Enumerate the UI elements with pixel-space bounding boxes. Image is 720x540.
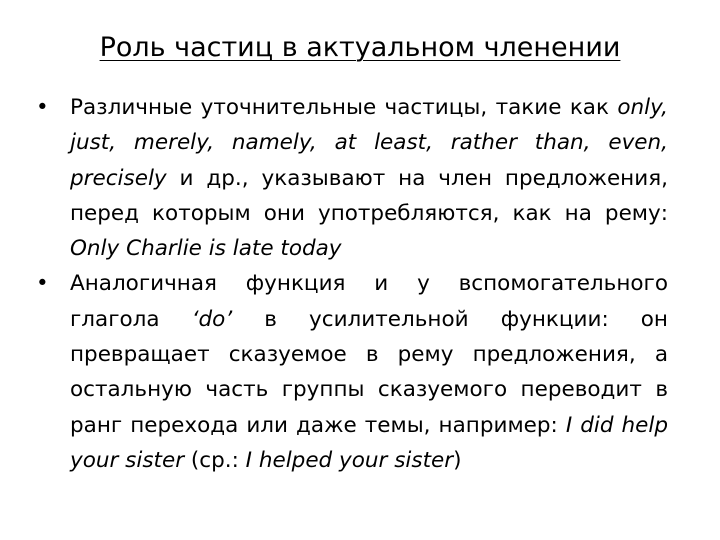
bullet-marker: • [36,95,49,120]
bullet-text-segment: (ср.: [184,447,246,473]
bullet-text-segment: Различные уточнительные частицы, такие как [70,95,618,120]
slide-title: Роль частиц в актуальном членении [99,32,621,63]
bullet-example-italic: I helped your sister [245,447,454,473]
bullet-item-particles [36,90,668,266]
bullet-item-auxiliary-do [36,266,668,478]
bullet-text-segment: Аналогичная функция и у вспомогательного глагола [70,271,668,332]
bullet-marker: • [36,271,49,297]
bullet-text-segment-italic: only, just, merely, namely, at least, rather than, even, precisely [70,95,668,191]
bullet-text-segment-italic: ‘do’ [191,306,233,332]
bullet-example-italic: Only Charlie is late today [70,236,342,262]
bullet-text-segment: ) [453,447,462,473]
bullet-text-segment: в усилительной функции: он превращает сказуемое в рему предложения, а остальную часть группы сказуемого переводит в ранг перехода или даже темы, например: [70,306,668,438]
bullet-example-italic: I did help your sister [70,412,668,473]
bullet-text-segment: и др., указывают на член предложения, перед которым они употребляются, как на рему: [70,165,668,226]
bullet-list [36,90,668,478]
